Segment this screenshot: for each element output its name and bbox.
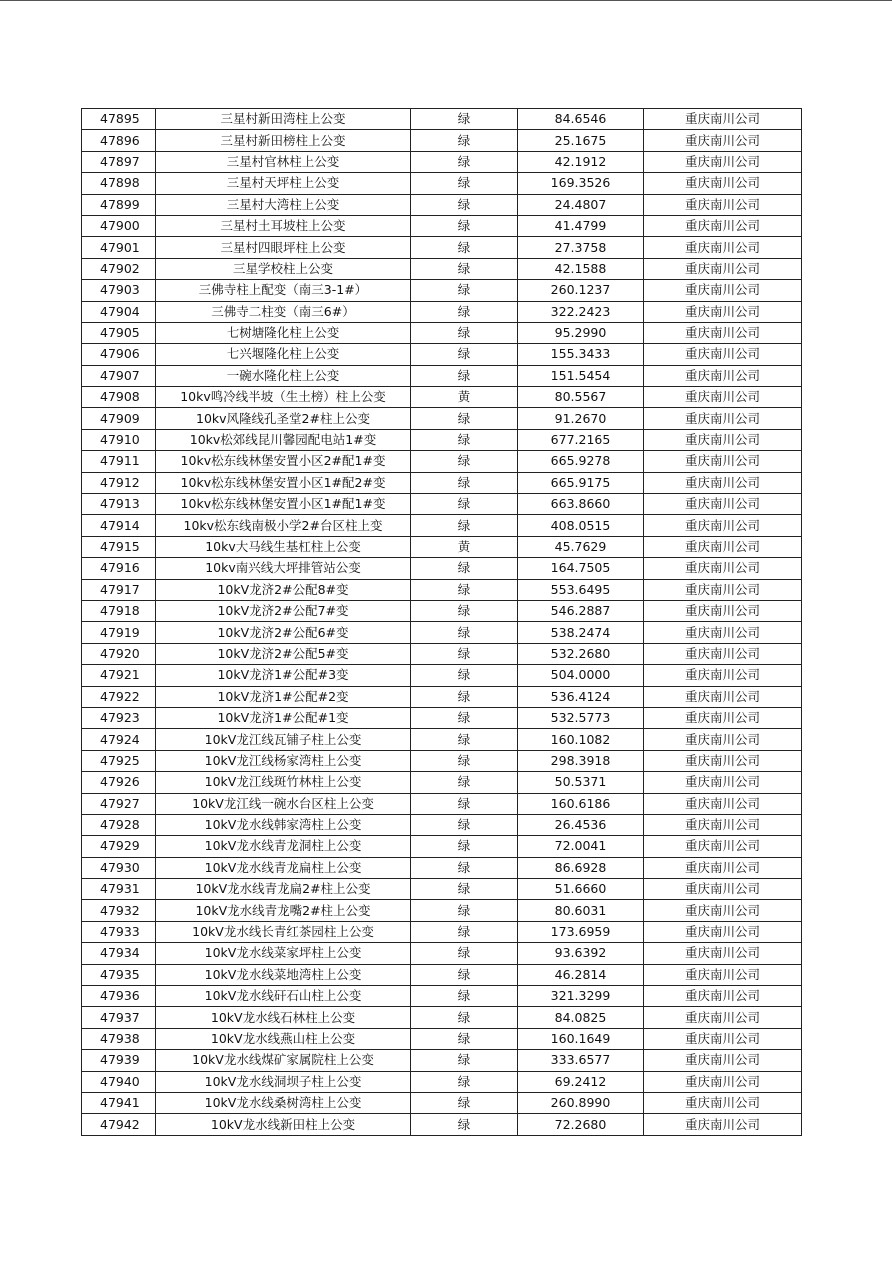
cell-value: 72.2680 <box>518 1114 644 1135</box>
cell-company: 重庆南川公司 <box>644 515 802 536</box>
cell-id: 47933 <box>82 921 156 942</box>
cell-id: 47921 <box>82 665 156 686</box>
cell-company: 重庆南川公司 <box>644 643 802 664</box>
cell-value: 298.3918 <box>518 750 644 771</box>
cell-value: 663.8660 <box>518 494 644 515</box>
cell-company: 重庆南川公司 <box>644 365 802 386</box>
cell-id: 47909 <box>82 408 156 429</box>
cell-id: 47928 <box>82 814 156 835</box>
cell-name: 10kV龙水线青龙嘴2#柱上公变 <box>156 900 411 921</box>
cell-company: 重庆南川公司 <box>644 964 802 985</box>
cell-value: 95.2990 <box>518 322 644 343</box>
table-row <box>82 943 802 964</box>
cell-company: 重庆南川公司 <box>644 451 802 472</box>
cell-name: 10kv松东线林堡安置小区1#配2#变 <box>156 472 411 493</box>
cell-id: 47907 <box>82 365 156 386</box>
cell-id: 47916 <box>82 558 156 579</box>
cell-id: 47917 <box>82 579 156 600</box>
cell-status: 绿 <box>411 558 518 579</box>
cell-value: 546.2887 <box>518 600 644 621</box>
cell-status: 绿 <box>411 451 518 472</box>
cell-id: 47895 <box>82 109 156 130</box>
cell-status: 绿 <box>411 857 518 878</box>
cell-id: 47924 <box>82 729 156 750</box>
cell-status: 绿 <box>411 258 518 279</box>
cell-name: 三佛寺柱上配变（南三3-1#） <box>156 280 411 301</box>
cell-id: 47942 <box>82 1114 156 1135</box>
table-row <box>82 173 802 194</box>
cell-name: 10kV龙水线新田柱上公变 <box>156 1114 411 1135</box>
cell-value: 26.4536 <box>518 814 644 835</box>
cell-status: 绿 <box>411 686 518 707</box>
cell-status: 绿 <box>411 665 518 686</box>
cell-value: 160.6186 <box>518 793 644 814</box>
cell-id: 47937 <box>82 1007 156 1028</box>
cell-id: 47930 <box>82 857 156 878</box>
cell-value: 80.5567 <box>518 387 644 408</box>
cell-status: 绿 <box>411 1114 518 1135</box>
cell-id: 47940 <box>82 1071 156 1092</box>
cell-status: 黄 <box>411 387 518 408</box>
cell-id: 47923 <box>82 707 156 728</box>
cell-value: 155.3433 <box>518 344 644 365</box>
table-row <box>82 707 802 728</box>
cell-name: 10kv大马线生基杠柱上公变 <box>156 536 411 557</box>
table-row <box>82 472 802 493</box>
cell-company: 重庆南川公司 <box>644 408 802 429</box>
cell-name: 10kv松东线林堡安置小区2#配1#变 <box>156 451 411 472</box>
table-row <box>82 258 802 279</box>
cell-company: 重庆南川公司 <box>644 130 802 151</box>
cell-name: 10kv松东线南极小学2#台区柱上变 <box>156 515 411 536</box>
cell-value: 84.6546 <box>518 109 644 130</box>
table-row <box>82 729 802 750</box>
cell-id: 47912 <box>82 472 156 493</box>
table-row <box>82 900 802 921</box>
table-row <box>82 921 802 942</box>
cell-status: 绿 <box>411 921 518 942</box>
cell-id: 47941 <box>82 1092 156 1113</box>
table-row <box>82 986 802 1007</box>
cell-status: 绿 <box>411 365 518 386</box>
cell-id: 47902 <box>82 258 156 279</box>
cell-status: 绿 <box>411 622 518 643</box>
cell-status: 绿 <box>411 707 518 728</box>
cell-status: 绿 <box>411 280 518 301</box>
cell-company: 重庆南川公司 <box>644 943 802 964</box>
cell-company: 重庆南川公司 <box>644 494 802 515</box>
cell-company: 重庆南川公司 <box>644 558 802 579</box>
table-row <box>82 515 802 536</box>
cell-id: 47904 <box>82 301 156 322</box>
table-row <box>82 600 802 621</box>
cell-value: 321.3299 <box>518 986 644 1007</box>
cell-status: 绿 <box>411 173 518 194</box>
cell-value: 25.1675 <box>518 130 644 151</box>
cell-value: 80.6031 <box>518 900 644 921</box>
table-row <box>82 686 802 707</box>
cell-company: 重庆南川公司 <box>644 1007 802 1028</box>
cell-value: 42.1912 <box>518 151 644 172</box>
cell-name: 10kV龙济2#公配7#变 <box>156 600 411 621</box>
cell-value: 72.0041 <box>518 836 644 857</box>
cell-value: 51.6660 <box>518 879 644 900</box>
cell-name: 七树塘隆化柱上公变 <box>156 322 411 343</box>
cell-name: 10kV龙水线洞坝子柱上公变 <box>156 1071 411 1092</box>
cell-company: 重庆南川公司 <box>644 622 802 643</box>
cell-name: 一碗水隆化柱上公变 <box>156 365 411 386</box>
table-row <box>82 322 802 343</box>
cell-name: 10kv南兴线大坪排管站公变 <box>156 558 411 579</box>
table-row <box>82 558 802 579</box>
table-row <box>82 1028 802 1049</box>
table-row <box>82 964 802 985</box>
cell-status: 绿 <box>411 151 518 172</box>
cell-name: 10kV龙江线一碗水台区柱上公变 <box>156 793 411 814</box>
cell-value: 322.2423 <box>518 301 644 322</box>
cell-id: 47913 <box>82 494 156 515</box>
cell-company: 重庆南川公司 <box>644 793 802 814</box>
table-row <box>82 344 802 365</box>
table-row <box>82 857 802 878</box>
table-row <box>82 1071 802 1092</box>
cell-id: 47908 <box>82 387 156 408</box>
cell-value: 41.4799 <box>518 215 644 236</box>
cell-id: 47897 <box>82 151 156 172</box>
table-row <box>82 408 802 429</box>
cell-status: 绿 <box>411 215 518 236</box>
cell-id: 47927 <box>82 793 156 814</box>
cell-name: 10kV龙水线青龙扁柱上公变 <box>156 857 411 878</box>
cell-status: 绿 <box>411 900 518 921</box>
cell-name: 10kv松东线林堡安置小区1#配1#变 <box>156 494 411 515</box>
cell-name: 10kV龙水线韩家湾柱上公变 <box>156 814 411 835</box>
cell-name: 三星村土耳坡柱上公变 <box>156 215 411 236</box>
cell-id: 47906 <box>82 344 156 365</box>
cell-company: 重庆南川公司 <box>644 280 802 301</box>
cell-value: 42.1588 <box>518 258 644 279</box>
cell-id: 47910 <box>82 429 156 450</box>
cell-status: 绿 <box>411 130 518 151</box>
cell-status: 绿 <box>411 836 518 857</box>
cell-name: 10kV龙水线煤矿家属院柱上公变 <box>156 1050 411 1071</box>
cell-name: 三星村天坪柱上公变 <box>156 173 411 194</box>
cell-id: 47919 <box>82 622 156 643</box>
cell-name: 10kV龙济2#公配8#变 <box>156 579 411 600</box>
data-table <box>81 108 802 1136</box>
table-row <box>82 1114 802 1135</box>
cell-status: 绿 <box>411 408 518 429</box>
cell-id: 47938 <box>82 1028 156 1049</box>
table-row <box>82 280 802 301</box>
cell-company: 重庆南川公司 <box>644 600 802 621</box>
table-row <box>82 536 802 557</box>
table-row <box>82 836 802 857</box>
cell-value: 333.6577 <box>518 1050 644 1071</box>
cell-id: 47929 <box>82 836 156 857</box>
cell-value: 532.2680 <box>518 643 644 664</box>
cell-id: 47903 <box>82 280 156 301</box>
cell-company: 重庆南川公司 <box>644 707 802 728</box>
cell-name: 七兴堰隆化柱上公变 <box>156 344 411 365</box>
cell-value: 151.5454 <box>518 365 644 386</box>
cell-id: 47934 <box>82 943 156 964</box>
cell-value: 169.3526 <box>518 173 644 194</box>
cell-value: 538.2474 <box>518 622 644 643</box>
cell-company: 重庆南川公司 <box>644 173 802 194</box>
cell-name: 三星村四眼坪柱上公变 <box>156 237 411 258</box>
cell-value: 93.6392 <box>518 943 644 964</box>
page-top-border <box>0 0 892 1</box>
table-row <box>82 301 802 322</box>
cell-status: 绿 <box>411 1092 518 1113</box>
cell-value: 665.9175 <box>518 472 644 493</box>
cell-id: 47931 <box>82 879 156 900</box>
cell-id: 47936 <box>82 986 156 1007</box>
cell-name: 10kV龙江线瓦铺子柱上公变 <box>156 729 411 750</box>
cell-value: 665.9278 <box>518 451 644 472</box>
cell-value: 408.0515 <box>518 515 644 536</box>
cell-status: 绿 <box>411 472 518 493</box>
cell-company: 重庆南川公司 <box>644 237 802 258</box>
cell-id: 47915 <box>82 536 156 557</box>
cell-status: 绿 <box>411 301 518 322</box>
cell-status: 绿 <box>411 494 518 515</box>
cell-status: 绿 <box>411 344 518 365</box>
cell-company: 重庆南川公司 <box>644 857 802 878</box>
cell-status: 黄 <box>411 536 518 557</box>
cell-value: 45.7629 <box>518 536 644 557</box>
cell-name: 三佛寺二柱变（南三6#） <box>156 301 411 322</box>
cell-id: 47939 <box>82 1050 156 1071</box>
cell-id: 47932 <box>82 900 156 921</box>
table-row <box>82 643 802 664</box>
cell-id: 47918 <box>82 600 156 621</box>
cell-name: 10kV龙水线青龙洞柱上公变 <box>156 836 411 857</box>
cell-name: 10kV龙济1#公配#2变 <box>156 686 411 707</box>
table-row <box>82 793 802 814</box>
table-row <box>82 237 802 258</box>
cell-company: 重庆南川公司 <box>644 1028 802 1049</box>
table-row <box>82 387 802 408</box>
cell-company: 重庆南川公司 <box>644 194 802 215</box>
cell-company: 重庆南川公司 <box>644 879 802 900</box>
cell-name: 10kV龙济2#公配5#变 <box>156 643 411 664</box>
cell-id: 47896 <box>82 130 156 151</box>
cell-status: 绿 <box>411 943 518 964</box>
cell-value: 160.1649 <box>518 1028 644 1049</box>
cell-id: 47905 <box>82 322 156 343</box>
cell-name: 10kV龙水线青龙扁2#柱上公变 <box>156 879 411 900</box>
cell-value: 91.2670 <box>518 408 644 429</box>
cell-company: 重庆南川公司 <box>644 322 802 343</box>
cell-company: 重庆南川公司 <box>644 1092 802 1113</box>
cell-company: 重庆南川公司 <box>644 750 802 771</box>
cell-status: 绿 <box>411 515 518 536</box>
cell-name: 三星学校柱上公变 <box>156 258 411 279</box>
cell-company: 重庆南川公司 <box>644 472 802 493</box>
cell-name: 10kv松郊线昆川馨园配电站1#变 <box>156 429 411 450</box>
cell-value: 260.1237 <box>518 280 644 301</box>
cell-status: 绿 <box>411 964 518 985</box>
cell-name: 10kV龙水线石林柱上公变 <box>156 1007 411 1028</box>
cell-name: 10kV龙水线矸石山柱上公变 <box>156 986 411 1007</box>
cell-id: 47899 <box>82 194 156 215</box>
cell-company: 重庆南川公司 <box>644 900 802 921</box>
cell-status: 绿 <box>411 879 518 900</box>
cell-status: 绿 <box>411 194 518 215</box>
cell-value: 69.2412 <box>518 1071 644 1092</box>
table-body <box>82 109 802 1136</box>
cell-value: 260.8990 <box>518 1092 644 1113</box>
cell-value: 536.4124 <box>518 686 644 707</box>
cell-status: 绿 <box>411 1028 518 1049</box>
cell-status: 绿 <box>411 772 518 793</box>
cell-value: 504.0000 <box>518 665 644 686</box>
cell-company: 重庆南川公司 <box>644 215 802 236</box>
table-row <box>82 365 802 386</box>
table-row <box>82 579 802 600</box>
table-row <box>82 814 802 835</box>
table-row <box>82 130 802 151</box>
cell-company: 重庆南川公司 <box>644 301 802 322</box>
cell-name: 10kV龙济1#公配#1变 <box>156 707 411 728</box>
cell-name: 10kv鸣冷线半坡（生土榜）柱上公变 <box>156 387 411 408</box>
cell-company: 重庆南川公司 <box>644 814 802 835</box>
cell-company: 重庆南川公司 <box>644 921 802 942</box>
cell-id: 47935 <box>82 964 156 985</box>
cell-value: 86.6928 <box>518 857 644 878</box>
cell-company: 重庆南川公司 <box>644 387 802 408</box>
cell-id: 47901 <box>82 237 156 258</box>
table-row <box>82 1050 802 1071</box>
cell-name: 10kV龙水线菜家坪柱上公变 <box>156 943 411 964</box>
cell-value: 50.5371 <box>518 772 644 793</box>
table-row <box>82 151 802 172</box>
cell-company: 重庆南川公司 <box>644 344 802 365</box>
cell-status: 绿 <box>411 814 518 835</box>
cell-company: 重庆南川公司 <box>644 665 802 686</box>
table-row <box>82 109 802 130</box>
cell-value: 84.0825 <box>518 1007 644 1028</box>
cell-id: 47920 <box>82 643 156 664</box>
cell-status: 绿 <box>411 793 518 814</box>
cell-company: 重庆南川公司 <box>644 836 802 857</box>
cell-status: 绿 <box>411 729 518 750</box>
cell-status: 绿 <box>411 579 518 600</box>
table-row <box>82 665 802 686</box>
cell-status: 绿 <box>411 109 518 130</box>
cell-value: 46.2814 <box>518 964 644 985</box>
table-row <box>82 1092 802 1113</box>
cell-status: 绿 <box>411 986 518 1007</box>
cell-id: 47926 <box>82 772 156 793</box>
cell-status: 绿 <box>411 1007 518 1028</box>
cell-id: 47922 <box>82 686 156 707</box>
cell-company: 重庆南川公司 <box>644 1071 802 1092</box>
cell-name: 三星村新田榜柱上公变 <box>156 130 411 151</box>
cell-name: 三星村新田湾柱上公变 <box>156 109 411 130</box>
cell-company: 重庆南川公司 <box>644 579 802 600</box>
table-row <box>82 494 802 515</box>
cell-company: 重庆南川公司 <box>644 429 802 450</box>
cell-id: 47898 <box>82 173 156 194</box>
cell-company: 重庆南川公司 <box>644 729 802 750</box>
table-row <box>82 750 802 771</box>
cell-name: 10kV龙江线斑竹林柱上公变 <box>156 772 411 793</box>
cell-name: 10kV龙水线燕山柱上公变 <box>156 1028 411 1049</box>
cell-id: 47914 <box>82 515 156 536</box>
cell-name: 10kV龙水线桑树湾柱上公变 <box>156 1092 411 1113</box>
cell-company: 重庆南川公司 <box>644 686 802 707</box>
cell-name: 10kv风隆线孔圣堂2#柱上公变 <box>156 408 411 429</box>
cell-company: 重庆南川公司 <box>644 1050 802 1071</box>
cell-value: 553.6495 <box>518 579 644 600</box>
cell-name: 10kV龙水线菜地湾柱上公变 <box>156 964 411 985</box>
cell-name: 10kV龙济1#公配#3变 <box>156 665 411 686</box>
cell-value: 27.3758 <box>518 237 644 258</box>
cell-name: 三星村大湾柱上公变 <box>156 194 411 215</box>
cell-status: 绿 <box>411 643 518 664</box>
cell-value: 24.4807 <box>518 194 644 215</box>
cell-company: 重庆南川公司 <box>644 258 802 279</box>
cell-id: 47900 <box>82 215 156 236</box>
cell-status: 绿 <box>411 429 518 450</box>
table-row <box>82 622 802 643</box>
cell-company: 重庆南川公司 <box>644 1114 802 1135</box>
cell-status: 绿 <box>411 322 518 343</box>
table-row <box>82 451 802 472</box>
cell-status: 绿 <box>411 1050 518 1071</box>
cell-company: 重庆南川公司 <box>644 536 802 557</box>
cell-company: 重庆南川公司 <box>644 772 802 793</box>
cell-id: 47911 <box>82 451 156 472</box>
cell-status: 绿 <box>411 1071 518 1092</box>
table-row <box>82 429 802 450</box>
cell-name: 10kV龙济2#公配6#变 <box>156 622 411 643</box>
cell-name: 10kV龙江线杨家湾柱上公变 <box>156 750 411 771</box>
cell-status: 绿 <box>411 237 518 258</box>
cell-company: 重庆南川公司 <box>644 986 802 1007</box>
table-row <box>82 1007 802 1028</box>
cell-company: 重庆南川公司 <box>644 151 802 172</box>
cell-value: 532.5773 <box>518 707 644 728</box>
cell-status: 绿 <box>411 750 518 771</box>
table-row <box>82 772 802 793</box>
cell-value: 160.1082 <box>518 729 644 750</box>
cell-id: 47925 <box>82 750 156 771</box>
cell-name: 10kV龙水线长青红茶园柱上公变 <box>156 921 411 942</box>
cell-value: 173.6959 <box>518 921 644 942</box>
table-row <box>82 194 802 215</box>
cell-status: 绿 <box>411 600 518 621</box>
cell-company: 重庆南川公司 <box>644 109 802 130</box>
table-row <box>82 879 802 900</box>
cell-value: 164.7505 <box>518 558 644 579</box>
table-row <box>82 215 802 236</box>
cell-name: 三星村官林柱上公变 <box>156 151 411 172</box>
cell-value: 677.2165 <box>518 429 644 450</box>
